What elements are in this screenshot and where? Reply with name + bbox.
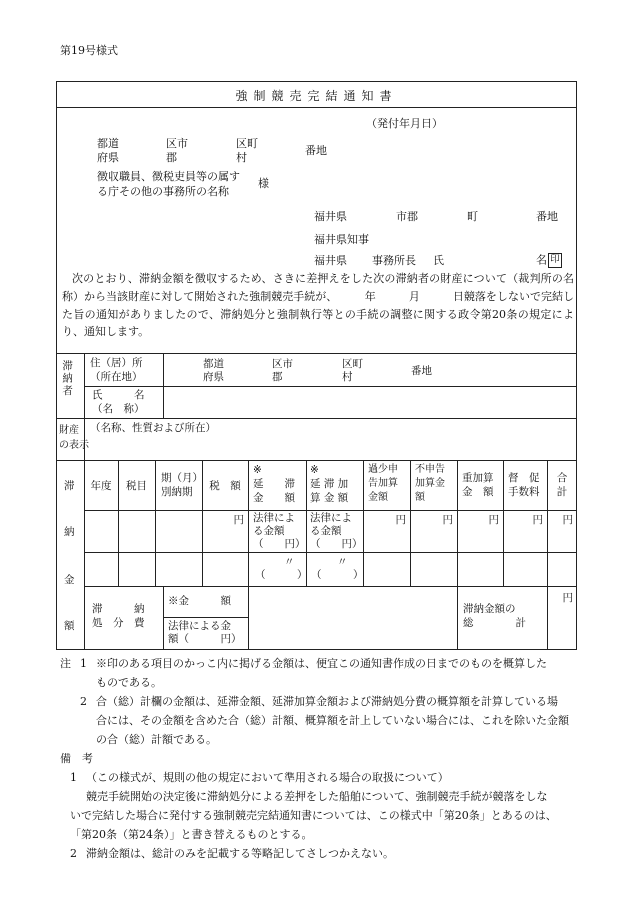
recipient-office-line2: る庁その他の事務所の名称 [97, 185, 229, 198]
amount-row2-divider [84, 586, 577, 587]
header-heavy-1: 重加算 [462, 472, 494, 484]
note-1-no: 1 [80, 657, 87, 670]
approx-label: ※金 額 [168, 595, 231, 607]
note-2-line2: 合には、その金額を含めた合（総）計額、概算額を計上していない場合には、これを除いた金額 [96, 714, 569, 727]
debtor-todofuken: 都道府県 [203, 358, 224, 384]
approx-law-1: 法律による金 [168, 620, 231, 632]
col-divider-4 [248, 460, 249, 650]
debtor-address-label-1: 住（居）所 [90, 357, 143, 369]
amount-side-label-4: 額 [64, 620, 75, 632]
sender-office-chief: 事務所長 [372, 254, 416, 267]
note-2-line1: 合（総）計欄の金額は、延滞金額、延滞加算金額および滞納処分費の概算額を計算している場 [96, 695, 558, 708]
grand-total-yen: 円 [562, 592, 573, 604]
row1-total-yen: 円 [562, 514, 573, 526]
debtor-shigun: 区市郡 [272, 358, 293, 384]
header-heavy-2: 金 額 [462, 486, 494, 498]
remark-2-line1: 滞納金額は、総計のみを記載する等略記してさしつかえない。 [86, 847, 394, 860]
header-late-2: 延 滞 [253, 478, 295, 490]
amount-side-label-1: 滞 [64, 480, 75, 492]
grand-total-label-2: 総 計 [463, 617, 526, 629]
sender-name [536, 253, 562, 268]
amount-side-label-2: 納 [64, 526, 75, 538]
property-content: （名称、性質および所在） [90, 422, 216, 434]
col-divider-1 [118, 460, 119, 586]
header-demand-1: 督 促 [508, 472, 540, 484]
row1-late-law-2: る金額 [253, 525, 285, 537]
debtor-bottom-divider [56, 418, 577, 419]
notes-head: 注 [60, 657, 71, 670]
recipient-honorific: 様 [258, 177, 269, 190]
remark-2-no: 2 [70, 847, 77, 860]
header-late-add-3: 算 金 額 [310, 492, 349, 504]
note-2-line3: の合（総）計額である。 [96, 733, 217, 746]
sender-town: 町 [467, 210, 478, 223]
row1-late-law-1: 法律によ [253, 512, 295, 524]
remark-1-line1: （この様式が、規則の他の規定において準用される場合の取扱について） [86, 771, 449, 784]
note-1-line1: ※印のある項目のかっこ内に掲げる金額は、便宜この通知書作成の日までのものを概算した [96, 657, 547, 670]
header-late-1: ※ [253, 464, 262, 476]
note-2-no: 2 [80, 695, 87, 708]
col-divider-5 [306, 460, 307, 586]
recipient-chouson: 区町村 [236, 137, 258, 164]
form-number: 第19号様式 [60, 44, 118, 57]
row1-lateadd-law-3: （ 円） [310, 538, 363, 550]
header-late-3: 金 額 [253, 492, 295, 504]
approx-law-2: 額（ 円） [168, 633, 242, 645]
title-divider [56, 107, 577, 108]
row1-under-yen: 円 [395, 514, 406, 526]
notice-body: 次のとおり、滞納金額を徴収するため、さきに差押えをした次の滞納者の財産について（裁判所の名称）から当該財産に対して開始された強制競売手続が、 年 月 日競落をしないで完結した旨の通知がありましたので、滞納処分と強制執行等との手続の調整に関する政令第20条の規定により、通知します。 [62, 272, 574, 339]
row2-lateadd-paren: （ ） [311, 569, 364, 581]
header-late-add-2: 延 滞 加 [310, 478, 349, 490]
remark-1-line2: 競売手続開始の決定後に滞納処分による差押をした船舶について、強制競売手続が競落をしな [86, 790, 548, 803]
header-due-2: 別納期 [161, 486, 193, 498]
row2-late-paren: （ ） [255, 569, 308, 581]
header-nonfile-2: 加算金 [415, 478, 445, 489]
row2-lateadd-ditto: 〃 [337, 556, 348, 568]
col-divider-8 [457, 460, 458, 650]
seal-mark: 印 [548, 253, 562, 268]
row1-lateadd-law-2: る金額 [310, 525, 342, 537]
debtor-address-label-2: （所在地） [90, 371, 143, 383]
header-under-2: 告加算 [368, 478, 398, 489]
header-total-1: 合 [556, 472, 568, 484]
disposal-label-1: 滞 納 [92, 603, 145, 615]
issue-date: （発付年月日） [366, 117, 443, 130]
sender-shigun: 市郡 [396, 210, 418, 223]
property-label-sub: の表示 [59, 440, 89, 451]
debtor-banchi: 番地 [411, 365, 432, 377]
header-under-1: 過少申 [368, 464, 398, 475]
header-divider [56, 353, 577, 354]
remark-1-no: 1 [70, 771, 77, 784]
header-tax-amount: 税 額 [209, 480, 241, 492]
col-divider-2 [155, 460, 156, 586]
remarks-head: 備 考 [60, 752, 93, 765]
debtor-name-field [163, 386, 576, 418]
recipient-office-line1: 徴収職員、徴税吏員等の属す [97, 170, 240, 183]
sender-banchi: 番地 [536, 210, 558, 223]
amount-side-label-3: 金 [64, 574, 75, 586]
header-demand-2: 手数料 [508, 486, 540, 498]
row1-demand-yen: 円 [532, 514, 543, 526]
recipient-shigun: 区市郡 [166, 137, 188, 164]
disposal-label-2: 処 分 費 [92, 617, 145, 629]
header-nonfile-1: 不申告 [415, 464, 445, 475]
header-under-3: 金額 [368, 492, 388, 503]
grand-total-label-1: 滞納金額の [463, 603, 516, 615]
sender-pref-2: 福井県 [314, 254, 347, 267]
property-bottom-divider [56, 460, 577, 461]
sender-pref: 福井県 [314, 210, 347, 223]
disposal-divider [163, 586, 164, 650]
row1-nonfile-yen: 円 [442, 514, 453, 526]
row1-tax-yen: 円 [233, 514, 244, 526]
remark-1-line4: 「第20条（第24条）」と書き替えるものとする。 [70, 828, 313, 841]
header-total-2: 計 [556, 486, 568, 498]
header-due-1: 期（月） [161, 472, 203, 484]
row1-late-law-3: （ 円） [253, 538, 306, 550]
debtor-chouson: 区町村 [342, 358, 363, 384]
debtor-label: 滞納者 [61, 360, 74, 398]
header-late-add-1: ※ [310, 464, 319, 476]
remark-1-line3: いで完結した場合に発付する強制競売完結通知書については、この様式中「第20条」とあるのは、 [70, 809, 557, 822]
sender-shi: 氏 [433, 254, 444, 267]
header-tax-item: 税目 [126, 480, 147, 492]
row1-heavy-yen: 円 [488, 514, 499, 526]
row1-lateadd-law-1: 法律によ [310, 512, 352, 524]
header-nonfile-3: 額 [415, 492, 425, 503]
approx-divider [163, 617, 248, 618]
row2-late-ditto: 〃 [284, 556, 295, 568]
sender-name-char: 名 [536, 253, 547, 267]
header-year: 年度 [90, 480, 112, 492]
document-title: 強制競売完結通知書 [235, 89, 398, 103]
debtor-name-label-1: 氏 名 [92, 389, 145, 401]
recipient-todofuken: 都道府県 [97, 137, 119, 164]
recipient-banchi: 番地 [305, 144, 327, 157]
note-1-line2: ものである。 [96, 676, 162, 689]
sender-governor: 福井県知事 [314, 233, 369, 246]
debtor-name-label-2: （名 称） [92, 403, 145, 415]
property-label-main: 財産 [59, 425, 79, 436]
